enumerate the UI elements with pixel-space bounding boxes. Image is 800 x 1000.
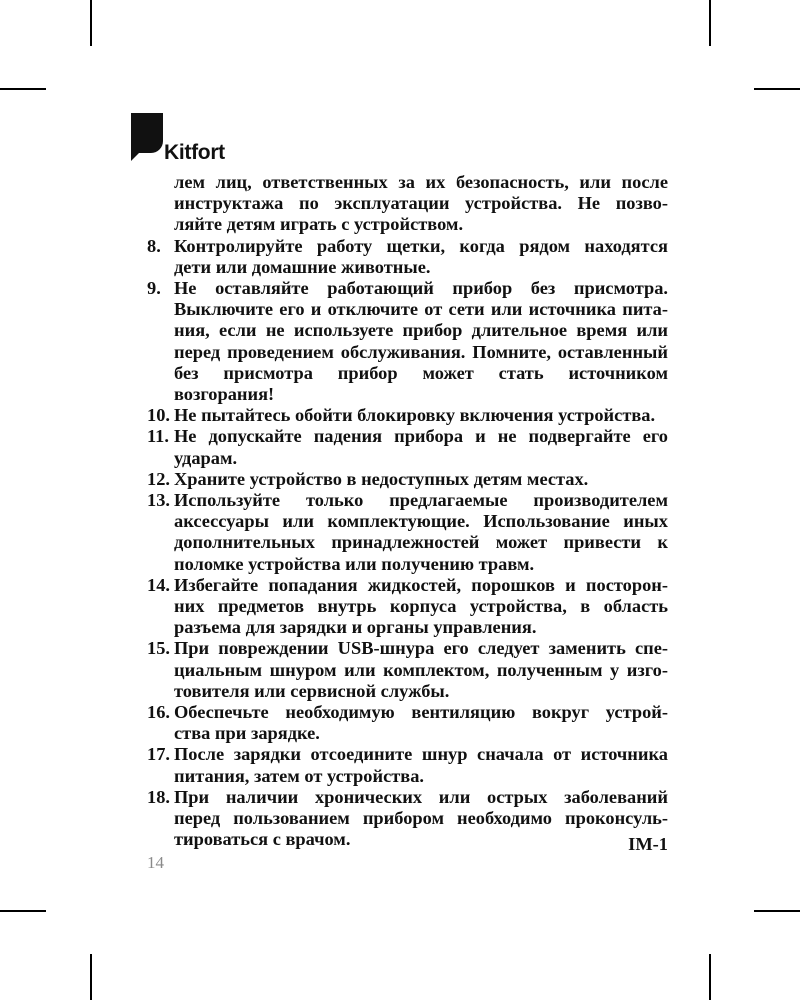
- list-item-text: [174, 405, 668, 426]
- text-line: циальным шнуром или комплектом, полученным у изго-: [174, 659, 668, 680]
- text-line: Используйте только предлагаемые производителем: [174, 490, 668, 511]
- list-item-number: 17.: [147, 744, 170, 765]
- list-item-number: 15.: [147, 638, 170, 659]
- crop-mark-right-bottom: [754, 910, 800, 912]
- text-line: Не допускайте падения прибора и не подвергайте его: [174, 426, 668, 447]
- list-item-text: [174, 236, 668, 278]
- list-item-text: [174, 575, 668, 639]
- text-line: После зарядки отсоедините шнур сначала от источника: [174, 744, 668, 765]
- text-line: ния, если не используете прибор длительное время или: [174, 320, 668, 341]
- list-item: [147, 236, 668, 278]
- text-line: них предметов внутрь корпуса устройства, в область: [174, 596, 668, 617]
- list-item-number: 14.: [147, 574, 170, 595]
- list-item-text: [174, 490, 668, 575]
- list-item-number: 11.: [147, 426, 169, 447]
- text-line: Обеспечьте необходимую вентиляцию вокруг устрой-: [174, 702, 668, 723]
- text-line: дети или домашние животные.: [174, 256, 431, 277]
- list-item-text: [174, 744, 668, 786]
- text-line: разъема для зарядки и органы управления.: [174, 617, 537, 638]
- text-line: Избегайте попадания жидкостей, порошков и посторон-: [174, 574, 668, 595]
- list-item: [147, 278, 668, 405]
- text-line: инструктажа по эксплуатации устройства. Не позво-: [174, 193, 668, 214]
- text-line: Контролируйте работу щетки, когда рядом находятся: [174, 235, 668, 256]
- text-line: При повреждении USB-шнура его следует заменить спе-: [174, 638, 668, 659]
- list-item: [147, 575, 668, 639]
- list-item-text: [174, 787, 668, 851]
- text-line: ляйте детям играть с устройством.: [174, 214, 464, 235]
- kitfort-logo-icon: [131, 113, 163, 161]
- text-line: Не оставляйте работающий прибор без присмотра.: [174, 278, 668, 299]
- text-line: ударам.: [174, 447, 238, 468]
- crop-mark-top-right: [709, 0, 711, 46]
- list-item-number: 16.: [147, 702, 170, 723]
- list-item-number: 10.: [147, 405, 170, 426]
- crop-mark-left-top: [0, 88, 46, 90]
- text-line: При наличии хронических или острых заболеваний: [174, 786, 668, 807]
- instructions-body: [147, 172, 668, 851]
- list-item-number: 12.: [147, 468, 170, 489]
- list-item-text: [174, 702, 668, 744]
- list-item-text: [174, 278, 668, 405]
- text-line: поломке устройства или получению травм.: [174, 553, 535, 574]
- text-line: лем лиц, ответственных за их безопасность, или после: [174, 172, 668, 192]
- list-item-number: 9.: [147, 278, 161, 299]
- text-line: ства при зарядке.: [174, 723, 320, 744]
- crop-mark-right-top: [754, 88, 800, 90]
- text-line: тироваться с врачом.: [174, 829, 351, 850]
- list-item-number: 8.: [147, 235, 161, 256]
- list-item: [147, 490, 668, 575]
- text-line: Выключите его и отключите от сети или источника пита-: [174, 299, 668, 320]
- list-item: [147, 702, 668, 744]
- crop-mark-left-bottom: [0, 910, 46, 912]
- continued-paragraph: [174, 172, 668, 236]
- list-item-text: [174, 469, 668, 490]
- crop-mark-bottom-left: [90, 954, 92, 1000]
- list-item-text: [174, 638, 668, 702]
- list-item: [147, 426, 668, 468]
- text-line: Храните устройство в недоступных детям местах.: [174, 468, 589, 489]
- list-item: [147, 744, 668, 786]
- list-item: [147, 638, 668, 702]
- text-line: питания, затем от устройства.: [174, 765, 424, 786]
- text-line: товителя или сервисной службы.: [174, 680, 450, 701]
- list-item: [147, 405, 668, 426]
- text-line: аксессуары или комплектующие. Использование иных: [174, 511, 668, 532]
- brand-name: Kitfort: [164, 141, 225, 164]
- list-item-text: [174, 426, 668, 468]
- list-item: [147, 469, 668, 490]
- crop-mark-bottom-right: [709, 954, 711, 1000]
- text-line: дополнительных принадлежностей может привести к: [174, 532, 668, 553]
- list-item: [147, 787, 668, 851]
- text-line: Не пытайтесь обойти блокировку включения устройства.: [174, 405, 656, 426]
- page-number: 14: [147, 853, 164, 872]
- text-line: без присмотра прибор может стать источником возгорания!: [174, 362, 668, 405]
- text-line: перед проведением обслуживания. Помните, оставленный: [174, 341, 668, 362]
- model-label: IM-1: [628, 834, 668, 854]
- list-item-number: 18.: [147, 786, 170, 807]
- continued-text: [174, 172, 668, 236]
- crop-mark-top-left: [90, 0, 92, 46]
- numbered-list: [147, 236, 668, 851]
- list-item-number: 13.: [147, 490, 170, 511]
- text-line: перед пользованием прибором необходимо проконсуль-: [174, 808, 668, 829]
